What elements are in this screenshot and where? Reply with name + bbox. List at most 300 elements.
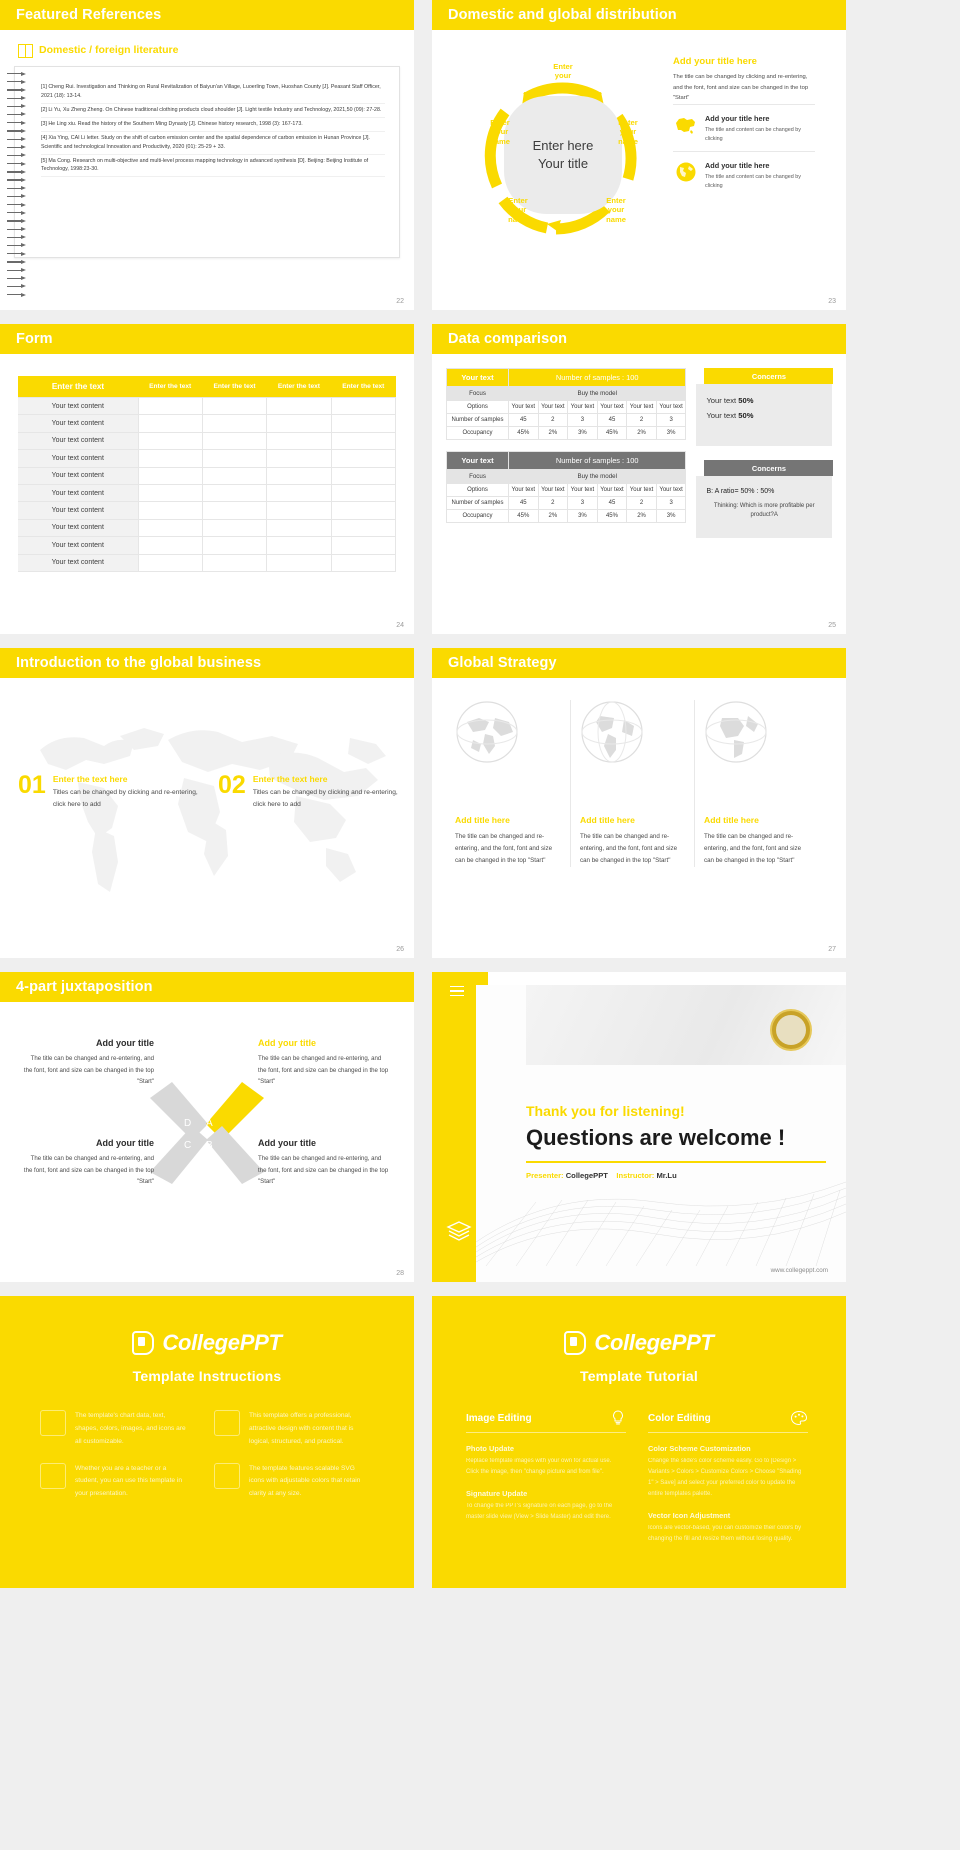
numbered-items bbox=[18, 771, 404, 810]
table-cell[interactable] bbox=[138, 502, 202, 519]
lightbulb-icon bbox=[610, 1410, 626, 1426]
tile-text: The template's chart data, text, shapes, colors, images, and icons are all customizable. bbox=[75, 1412, 186, 1445]
table-cell: 3% bbox=[568, 427, 598, 440]
list-item-title: Add your title here bbox=[705, 161, 770, 171]
briefcase-icon bbox=[214, 1410, 240, 1436]
column-body: The title can be changed and re-entering, and the font, font and size can be changed in the top "Start" bbox=[455, 833, 553, 865]
table-cell[interactable] bbox=[267, 554, 331, 571]
item-title: Enter the text here bbox=[52, 774, 128, 784]
table-cell[interactable] bbox=[202, 450, 266, 467]
quadrant-bottom-right[interactable] bbox=[258, 1138, 390, 1188]
list-item[interactable] bbox=[673, 151, 815, 198]
data-table-secondary[interactable] bbox=[446, 451, 686, 523]
quadrant-body: The title can be changed and re-entering, and the font, font and size can be changed in the top "Start" bbox=[258, 1155, 389, 1186]
table-cell[interactable] bbox=[202, 398, 266, 415]
center-line-1: Enter here bbox=[532, 138, 594, 154]
brand-logo bbox=[432, 1296, 846, 1356]
table-cell: 3% bbox=[656, 510, 686, 523]
brand-name: CollegePPT bbox=[162, 1330, 282, 1355]
layers-icon bbox=[446, 1218, 472, 1244]
chart-icon bbox=[40, 1410, 66, 1436]
table-cell[interactable] bbox=[202, 415, 266, 432]
column-header: Enter the text bbox=[202, 376, 266, 398]
collegeppt-logo-icon bbox=[132, 1331, 154, 1355]
table-body bbox=[447, 484, 686, 523]
table-band bbox=[447, 369, 686, 387]
right-body: The title can be changed by clicking and re-entering, and the font, font and size can be changed in the top "Start" bbox=[673, 74, 809, 102]
row-label: Your text content bbox=[18, 415, 138, 432]
right-title: Add your title here bbox=[673, 56, 757, 67]
strategy-column[interactable] bbox=[570, 700, 694, 867]
item-title: Enter the text here bbox=[252, 774, 328, 784]
table-cell: Your text bbox=[656, 401, 686, 414]
block-title: Vector Icon Adjustment bbox=[648, 1511, 731, 1521]
collegeppt-logo-icon bbox=[564, 1331, 586, 1355]
table-cell[interactable] bbox=[267, 467, 331, 484]
table-cell[interactable] bbox=[331, 467, 395, 484]
list-item bbox=[214, 1410, 364, 1449]
tutorial-column-image-editing bbox=[466, 1410, 626, 1546]
quadrant-title: Add your title bbox=[258, 1038, 316, 1048]
list-item-title: Add your title here bbox=[705, 114, 770, 124]
row-label: Your text content bbox=[18, 432, 138, 449]
slide-header-title: Introduction to the global business bbox=[0, 648, 414, 678]
tutorial-block bbox=[648, 1444, 808, 1500]
tutorial-column-color-editing bbox=[648, 1410, 808, 1546]
list-item[interactable] bbox=[673, 104, 815, 151]
table-cell[interactable] bbox=[267, 502, 331, 519]
row-label: Options bbox=[447, 401, 509, 414]
band-left: Your text bbox=[447, 369, 509, 387]
strategy-column[interactable] bbox=[694, 700, 818, 867]
concerns-column bbox=[696, 368, 832, 552]
world-map-icon bbox=[0, 678, 414, 958]
table-cell: Your text bbox=[627, 484, 657, 497]
table-cell: Your text bbox=[568, 484, 598, 497]
strategy-column[interactable] bbox=[446, 700, 570, 867]
presenter-value: CollegePPT bbox=[565, 1171, 608, 1180]
table-row[interactable] bbox=[18, 467, 396, 484]
table-cell[interactable] bbox=[267, 450, 331, 467]
sub-right: Buy the model bbox=[509, 470, 686, 484]
table-cell: Your text bbox=[509, 484, 539, 497]
table-cell[interactable] bbox=[138, 398, 202, 415]
table-cell[interactable] bbox=[138, 432, 202, 449]
table-cell[interactable] bbox=[202, 537, 266, 554]
slide-header-title: Form bbox=[0, 324, 414, 354]
tile-text: Whether you are a teacher or a student, you can use this template in your presentation. bbox=[75, 1464, 183, 1498]
slide-header-title: Data comparison bbox=[432, 324, 846, 354]
table-cell[interactable] bbox=[138, 519, 202, 536]
row-label: Your text content bbox=[18, 467, 138, 484]
svg-text:C: C bbox=[184, 1140, 192, 1151]
page-number: 23 bbox=[828, 298, 836, 305]
data-table-primary[interactable] bbox=[446, 368, 686, 440]
column-heading bbox=[466, 1410, 626, 1433]
decorative-lines-icon bbox=[5, 73, 31, 302]
globe-flat-icon bbox=[455, 700, 519, 764]
reference-card bbox=[14, 66, 400, 258]
right-content-column bbox=[665, 30, 815, 199]
list-item: [3] He Ling xiu. Read the history of the Southern Ming Dynasty [J]. Chinese history research, 1998 (3): 167-173. bbox=[41, 120, 385, 132]
page-number: 27 bbox=[828, 946, 836, 953]
concern-note: Thinking: Which is more profitable per product?A bbox=[713, 503, 815, 518]
center-line-2: Your title bbox=[537, 156, 589, 171]
slide-body bbox=[432, 30, 846, 310]
block-body: Icons are vector-based, you can customize their colors by changing the fill and resize them without losing quality. bbox=[648, 1525, 802, 1543]
table-row[interactable] bbox=[18, 450, 396, 467]
section-title: Domestic / foreign literature bbox=[39, 44, 179, 56]
globe-icon bbox=[673, 161, 698, 183]
row-label: Your text content bbox=[18, 398, 138, 415]
table-cell: Your text bbox=[538, 401, 568, 414]
row-label: Number of samples bbox=[447, 414, 509, 427]
table-subhead bbox=[447, 470, 686, 484]
slide-body bbox=[0, 678, 414, 958]
table-row[interactable] bbox=[447, 427, 686, 440]
instructor-value: Mr.Lu bbox=[656, 1171, 677, 1180]
table-cell[interactable] bbox=[202, 519, 266, 536]
concerns-title: Concerns bbox=[704, 460, 833, 476]
column-header: Enter the text bbox=[331, 376, 395, 398]
list-item: [2] Li Yu, Xu Zheng Zheng. On Chinese traditional clothing products cloud shoulder [J]. Light textile Industry and Technology, 2021,50 (09): 27-28. bbox=[41, 106, 385, 118]
node-label-bottom-right: Enter your name bbox=[606, 196, 626, 224]
table-cell: 45 bbox=[597, 414, 627, 427]
table-cell: 45 bbox=[509, 414, 539, 427]
book-icon bbox=[18, 44, 33, 56]
page-number: 28 bbox=[396, 1270, 404, 1277]
table-cell[interactable] bbox=[331, 450, 395, 467]
column-title: Add title here bbox=[455, 815, 510, 825]
block-body: Replace template images with your own for actual use. Click the image, then "change picture and from file". bbox=[466, 1458, 612, 1476]
page-number: 24 bbox=[396, 622, 404, 629]
concerns-body bbox=[696, 384, 832, 446]
svg-text:D: D bbox=[184, 1118, 192, 1129]
tile-text: The template features scalable SVG icons with adjustable colors that retain clarity at any size. bbox=[249, 1464, 361, 1498]
presenter-icon bbox=[40, 1463, 66, 1489]
table-row[interactable] bbox=[18, 554, 396, 571]
row-label: Occupancy bbox=[447, 427, 509, 440]
quadrant-title: Add your title bbox=[96, 1038, 154, 1048]
table-row[interactable] bbox=[18, 398, 396, 415]
comparison-tables bbox=[446, 368, 686, 552]
quadrant-title: Add your title bbox=[258, 1138, 316, 1148]
list-item bbox=[40, 1410, 190, 1449]
table-row[interactable] bbox=[18, 519, 396, 536]
tile-text: This template offers a professional, attractive design with content that is logical, structured, and practical. bbox=[249, 1412, 354, 1445]
slide-body bbox=[0, 376, 414, 634]
table-cell: 2% bbox=[627, 427, 657, 440]
block-title: Photo Update bbox=[466, 1444, 515, 1453]
band-left: Your text bbox=[447, 452, 509, 470]
table-cell[interactable] bbox=[138, 450, 202, 467]
tutorial-block bbox=[466, 1489, 626, 1523]
tutorial-columns bbox=[432, 1384, 846, 1546]
table-cell: 2 bbox=[627, 497, 657, 510]
form-table[interactable] bbox=[18, 376, 396, 572]
presenter-label: Presenter: bbox=[526, 1171, 564, 1180]
table-row[interactable] bbox=[18, 484, 396, 501]
column-body: The title can be changed and re-entering, and the font, font and size can be changed in the top "Start" bbox=[580, 833, 678, 865]
table-cell[interactable] bbox=[267, 398, 331, 415]
table-row[interactable] bbox=[447, 484, 686, 497]
table-cell[interactable] bbox=[202, 502, 266, 519]
row-label: Your text content bbox=[18, 450, 138, 467]
row-label: Your text content bbox=[18, 502, 138, 519]
globe-africa-icon bbox=[704, 700, 768, 764]
table-row[interactable] bbox=[447, 414, 686, 427]
concern-line-1 bbox=[706, 396, 822, 405]
slide-form[interactable] bbox=[0, 324, 414, 634]
table-cell: 45 bbox=[597, 497, 627, 510]
list-item: [1] Cheng Rui. Investigation and Thinking on Rural Revitalization of Baiyun'an Village, Luoerling Town, Huoshan County [J]. Peasant Staff Officer, 2021 (18): 13-14. bbox=[41, 83, 385, 104]
table-cell: Your text bbox=[568, 401, 598, 414]
slide-header-title: Featured References bbox=[0, 0, 414, 30]
website-url[interactable]: www.collegeppt.com bbox=[770, 1267, 828, 1274]
block-body: To change the PPT's signature on each page, go to the master slide view (View > Slide Master) and edit there. bbox=[466, 1503, 613, 1521]
table-cell[interactable] bbox=[138, 467, 202, 484]
item-body: Titles can be changed by clicking and re-entering, click here to add bbox=[252, 789, 398, 808]
table-cell[interactable] bbox=[202, 554, 266, 571]
column-title: Image Editing bbox=[466, 1412, 532, 1424]
table-cell: 3 bbox=[656, 414, 686, 427]
table-cell[interactable] bbox=[138, 415, 202, 432]
page-number: 25 bbox=[828, 622, 836, 629]
thank-you-card bbox=[476, 985, 846, 1282]
list-item[interactable] bbox=[18, 771, 204, 810]
table-cell[interactable] bbox=[267, 415, 331, 432]
table-cell: 45 bbox=[509, 497, 539, 510]
slide-4-part-juxtaposition[interactable] bbox=[0, 972, 414, 1282]
table-cell: 3 bbox=[568, 497, 598, 510]
concerns-body bbox=[696, 476, 832, 538]
brand-logo bbox=[0, 1296, 414, 1356]
table-cell: Your text bbox=[538, 484, 568, 497]
thank-you-subtitle: Thank you for listening! bbox=[526, 1103, 685, 1119]
wire-mesh-graphic bbox=[476, 1156, 846, 1266]
table-cell: 2 bbox=[538, 414, 568, 427]
table-cell[interactable] bbox=[267, 519, 331, 536]
slide-global-business[interactable] bbox=[0, 648, 414, 958]
table-cell[interactable] bbox=[267, 484, 331, 501]
concern-line-2 bbox=[706, 411, 822, 420]
block-body: Change the slide's color scheme easily. Go to [Design > Variants > Colors > Customize Colors > Choose "Shading 1" > Save] and select your preferred color to update the entire templates palette. bbox=[648, 1458, 802, 1498]
reference-list bbox=[15, 67, 399, 177]
block-title: Signature Update bbox=[466, 1489, 528, 1499]
table-cell[interactable] bbox=[331, 519, 395, 536]
table-header-row bbox=[18, 376, 396, 398]
table-cell: 3% bbox=[656, 427, 686, 440]
row-label: Your text content bbox=[18, 537, 138, 554]
table-cell: Your text bbox=[597, 484, 627, 497]
quadrant-top-left[interactable] bbox=[22, 1038, 154, 1088]
table-cell[interactable] bbox=[331, 415, 395, 432]
palette-icon bbox=[790, 1410, 808, 1426]
svg-text:A: A bbox=[206, 1118, 213, 1129]
concern-value: 50% bbox=[738, 411, 754, 420]
table-cell[interactable] bbox=[267, 537, 331, 554]
row-label: Your text content bbox=[18, 484, 138, 501]
slide-domestic-global-distribution[interactable] bbox=[432, 0, 846, 310]
table-row[interactable] bbox=[18, 502, 396, 519]
table-row[interactable] bbox=[447, 401, 686, 414]
item-number: 01 bbox=[18, 771, 46, 799]
seal-inner-icon bbox=[776, 1015, 806, 1045]
table-cell: Your text bbox=[627, 401, 657, 414]
table-cell: 45% bbox=[597, 510, 627, 523]
column-header: Enter the text bbox=[18, 376, 138, 398]
quadrant-title: Add your title bbox=[96, 1138, 154, 1148]
table-cell[interactable] bbox=[202, 484, 266, 501]
tutorial-block bbox=[466, 1444, 626, 1478]
table-row[interactable] bbox=[18, 415, 396, 432]
circular-diagram bbox=[460, 48, 665, 263]
globe-americas-icon bbox=[580, 700, 644, 764]
sub-left: Focus bbox=[447, 470, 509, 484]
page-number: 22 bbox=[396, 298, 404, 305]
table-cell: Your text bbox=[656, 484, 686, 497]
table-row[interactable] bbox=[18, 432, 396, 449]
table-cell[interactable] bbox=[138, 537, 202, 554]
list-item: [5] Ma Cong. Research on multi-objective and multi-level process mapping technology in advanced synthesis [D]. Beijing: Beijing Institute of Technology, 1998:23-30. bbox=[41, 157, 385, 178]
slide-body bbox=[0, 1002, 414, 1282]
table-cell[interactable] bbox=[267, 432, 331, 449]
node-label-top: Enter your name bbox=[553, 62, 573, 90]
table-cell[interactable] bbox=[202, 432, 266, 449]
instruction-tiles bbox=[0, 1384, 414, 1501]
list-item: [4] Xia Ying, CAI Li letter. Study on the shift of carbon emission center and the spatial dependence of carbon emission in Hunan Province [J]. Scientific and technological Innovation and Productivity, 2020 (01): 25-29 + 33. bbox=[41, 134, 385, 155]
band-right: Number of samples : 100 bbox=[509, 369, 686, 387]
table-row[interactable] bbox=[447, 510, 686, 523]
table-cell: 2% bbox=[627, 510, 657, 523]
table-cell[interactable] bbox=[331, 502, 395, 519]
slide-body bbox=[0, 30, 414, 310]
slide-global-strategy[interactable] bbox=[432, 648, 846, 958]
slide-featured-references[interactable] bbox=[0, 0, 414, 310]
list-item[interactable] bbox=[218, 771, 404, 810]
table-body bbox=[18, 398, 396, 572]
china-map-icon bbox=[673, 114, 698, 136]
table-cell[interactable] bbox=[331, 398, 395, 415]
slide-body bbox=[432, 678, 846, 958]
quadrant-body: The title can be changed and re-entering, and the font, font and size can be changed in the top "Start" bbox=[23, 1055, 154, 1086]
slide-body bbox=[432, 354, 846, 634]
item-number: 02 bbox=[218, 771, 246, 799]
slide-thank-you[interactable] bbox=[432, 972, 846, 1282]
column-header: Enter the text bbox=[267, 376, 331, 398]
block-title: Color Scheme Customization bbox=[648, 1444, 751, 1453]
column-title: Add title here bbox=[580, 815, 635, 825]
table-cell[interactable] bbox=[331, 484, 395, 501]
table-cell: 45% bbox=[597, 427, 627, 440]
row-label: Options bbox=[447, 484, 509, 497]
quadrant-top-right[interactable] bbox=[258, 1038, 390, 1088]
row-label: Your text content bbox=[18, 554, 138, 571]
column-heading bbox=[648, 1410, 808, 1433]
column-title: Add title here bbox=[704, 815, 759, 825]
band-right: Number of samples : 100 bbox=[509, 452, 686, 470]
table-row[interactable] bbox=[447, 497, 686, 510]
row-label: Number of samples bbox=[447, 497, 509, 510]
concern-value: 50% bbox=[738, 396, 754, 405]
concern-label: Your text bbox=[706, 396, 739, 405]
slide-header-title: 4-part juxtaposition bbox=[0, 972, 414, 1002]
menu-icon[interactable] bbox=[450, 986, 464, 999]
brand-name: CollegePPT bbox=[594, 1330, 714, 1355]
table-body bbox=[447, 401, 686, 440]
table-cell: 2% bbox=[538, 427, 568, 440]
table-cell: 3 bbox=[568, 414, 598, 427]
list-item-body: The title and content can be changed by clicking bbox=[705, 127, 801, 142]
panel-subtitle: Template Instructions bbox=[132, 1368, 282, 1384]
slide-header-title: Domestic and global distribution bbox=[432, 0, 846, 30]
tutorial-block bbox=[648, 1511, 808, 1545]
thank-you-title: Questions are welcome ! bbox=[526, 1125, 786, 1150]
list-item bbox=[40, 1463, 190, 1502]
table-cell[interactable] bbox=[331, 432, 395, 449]
dribbble-icon bbox=[214, 1463, 240, 1489]
table-cell[interactable] bbox=[202, 467, 266, 484]
table-band bbox=[447, 452, 686, 470]
table-cell: 2 bbox=[538, 497, 568, 510]
column-header: Enter the text bbox=[138, 376, 202, 398]
slide-header-title: Global Strategy bbox=[432, 648, 846, 678]
table-cell: 2% bbox=[538, 510, 568, 523]
slide-body bbox=[432, 972, 846, 1282]
table-row[interactable] bbox=[18, 537, 396, 554]
table-cell[interactable] bbox=[331, 537, 395, 554]
quadrant-body: The title can be changed and re-entering, and the font, font and size can be changed in the top "Start" bbox=[258, 1055, 389, 1086]
quadrant-bottom-left[interactable] bbox=[22, 1138, 154, 1188]
table-cell: Your text bbox=[597, 401, 627, 414]
x-shape-icon bbox=[148, 1076, 266, 1186]
panel-subtitle: Template Tutorial bbox=[579, 1368, 698, 1384]
concern-ratio: B: A ratio= 50% : 50% bbox=[706, 488, 775, 495]
column-body: The title can be changed and re-entering, and the font, font and size can be changed in the top "Start" bbox=[704, 833, 802, 865]
section-heading bbox=[0, 30, 414, 56]
svg-text:B: B bbox=[206, 1140, 213, 1151]
panel-template-instructions bbox=[0, 1296, 414, 1588]
quadrant-body: The title can be changed and re-entering, and the font, font and size can be changed in the top "Start" bbox=[23, 1155, 154, 1186]
node-label-bottom-left: Enter your name bbox=[508, 196, 528, 224]
sub-right: Buy the model bbox=[509, 387, 686, 401]
node-label-top-left: Enter your name bbox=[490, 118, 510, 146]
item-body: Titles can be changed by clicking and re-entering, click here to add bbox=[52, 789, 198, 808]
table-cell[interactable] bbox=[138, 554, 202, 571]
slide-data-comparison[interactable] bbox=[432, 324, 846, 634]
instructor-label: Instructor: bbox=[616, 1171, 655, 1180]
node-label-top-right: Enter your name bbox=[618, 118, 638, 146]
row-label: Your text content bbox=[18, 519, 138, 536]
table-cell: Your text bbox=[509, 401, 539, 414]
concerns-title: Concerns bbox=[704, 368, 833, 384]
table-cell: 3 bbox=[656, 497, 686, 510]
row-label: Occupancy bbox=[447, 510, 509, 523]
concerns-card-primary bbox=[696, 368, 832, 446]
column-title: Color Editing bbox=[648, 1412, 711, 1424]
table-cell[interactable] bbox=[138, 484, 202, 501]
table-cell: 3% bbox=[568, 510, 598, 523]
table-subhead bbox=[447, 387, 686, 401]
sub-left: Focus bbox=[447, 387, 509, 401]
table-cell: 45% bbox=[509, 427, 539, 440]
table-cell[interactable] bbox=[331, 554, 395, 571]
page-number: 26 bbox=[396, 946, 404, 953]
list-item-body: The title and content can be changed by clicking bbox=[705, 174, 801, 190]
concerns-card-secondary bbox=[696, 460, 832, 538]
concern-label: Your text bbox=[706, 411, 739, 420]
panel-template-tutorial bbox=[432, 1296, 846, 1588]
